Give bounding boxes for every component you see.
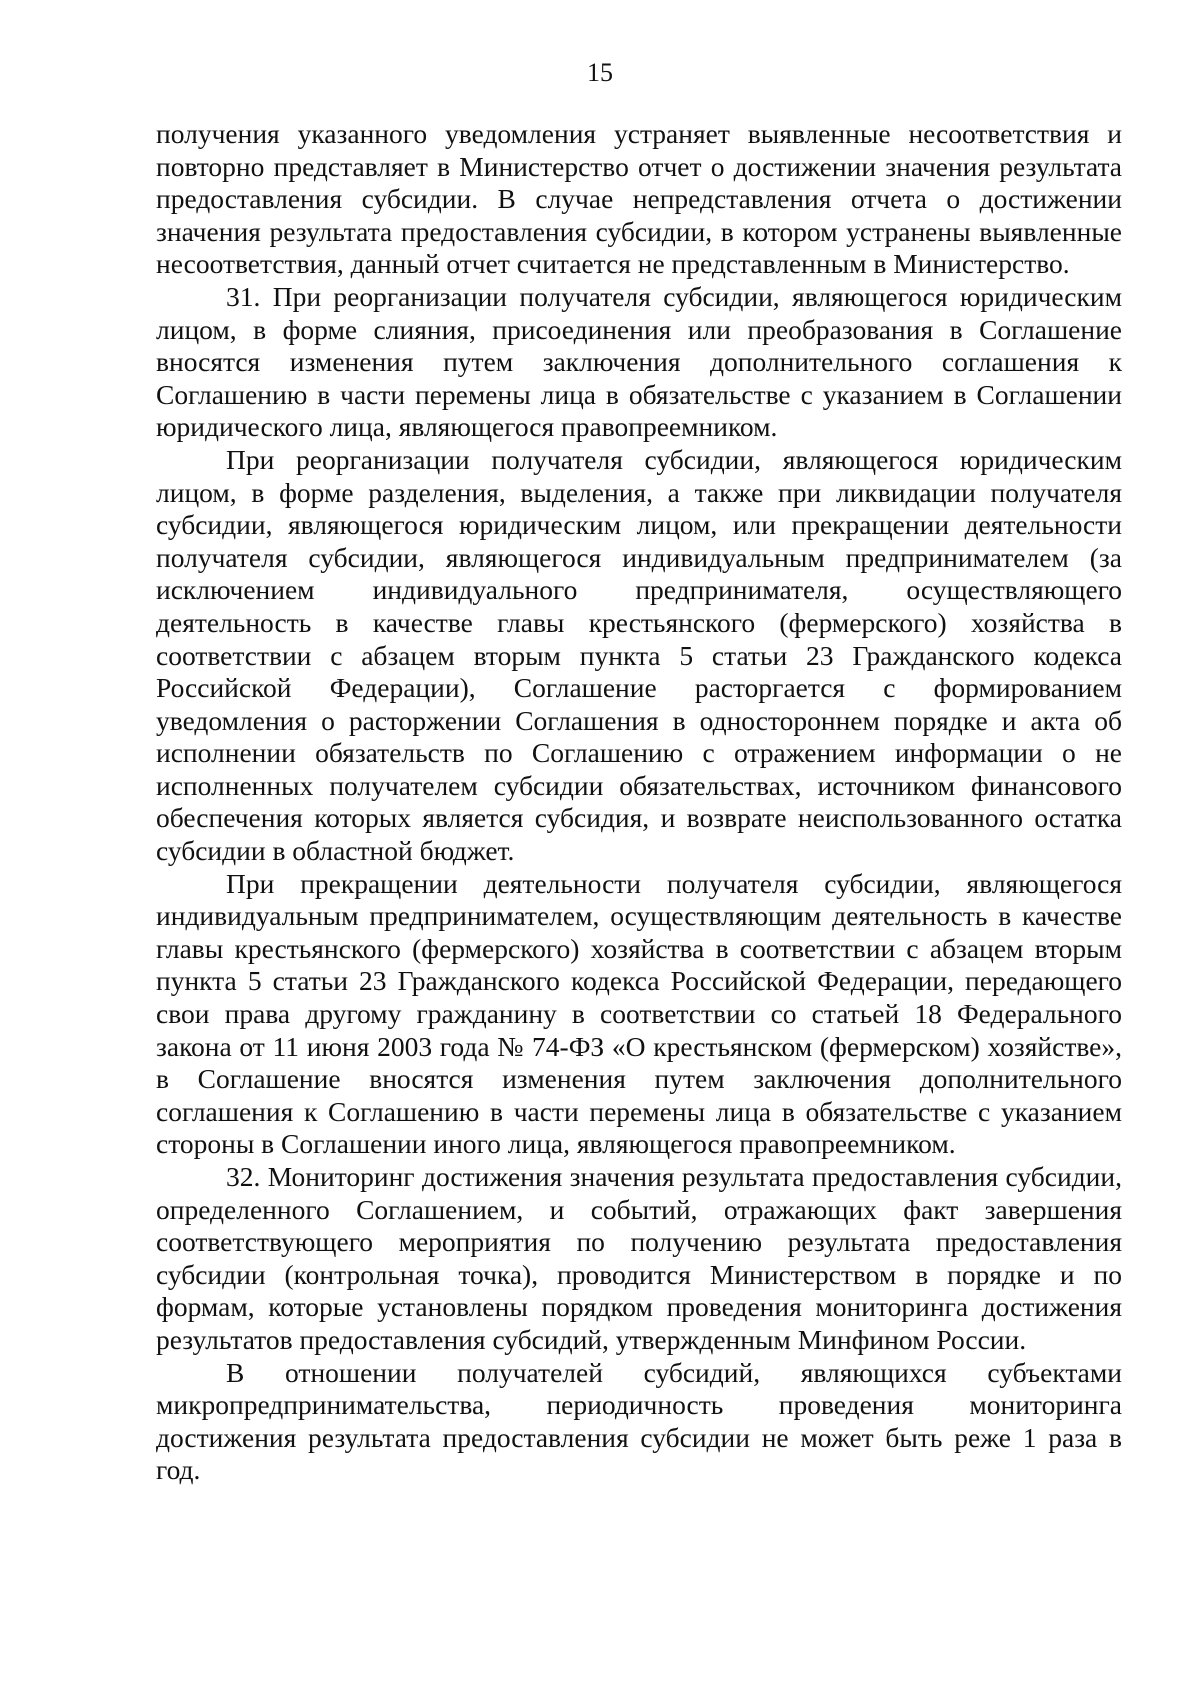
- document-body: [156, 118, 1122, 1487]
- page-number: 15: [587, 58, 613, 87]
- paragraph-item-31: 31. При реорганизации получателя субсидии, являющегося юридическим лицом, в форме слияния, присоединения или преобразования в Соглашение вносятся изменения путем заключения дополнительного соглашения к Соглашению в части перемены лица в обязательстве с указанием в Соглашении юридического лица, являющегося правопреемником.: [156, 280, 1122, 443]
- paragraph-reorganization-division: При реорганизации получателя субсидии, являющегося юридическим лицом, в форме разделения, выделения, а также при ликвидации получателя субсидии, являющегося юридическим лицом, или прекращении деятельности получателя субсидии, являющегося индивидуальным предпринимателем (за исключением индивидуального предпринимателя, осуществляющего деятельность в качестве главы крестьянского (фермерского) хозяйства в соответствии с абзацем вторым пункта 5 статьи 23 Гражданского кодекса Российской Федерации), Соглашение расторгается с формированием уведомления о расторжении Соглашения в одностороннем порядке и акта об исполнении обязательств по Соглашению с отражением информации о не исполненных получателем субсидии обязательствах, источником финансового обеспечения которых является субсидия, и возврате неиспользованного остатка субсидии в областной бюджет.: [156, 443, 1122, 867]
- paragraph-item-32: 32. Мониторинг достижения значения результата предоставления субсидии, определенного Соглашением, и событий, отражающих факт завершения соответствующего мероприятия по получению результата предоставления субсидии (контрольная точка), проводится Министерством в порядке и по формам, которые установлены порядком проведения мониторинга достижения результатов предоставления субсидий, утвержденным Минфином России.: [156, 1161, 1122, 1355]
- paragraph-micro-entrepreneurs: В отношении получателей субсидий, являющихся субъектами микропредпринимательства, периодичность проведения мониторинга достижения результата предоставления субсидии не может быть реже 1 раза в год.: [156, 1356, 1122, 1486]
- paragraph-continuation: получения указанного уведомления устраняет выявленные несоответствия и повторно представляет в Министерство отчет о достижении значения результата предоставления субсидии. В случае непредставления отчета о достижении значения результата предоставления субсидии, в котором устранены выявленные несоответствия, данный отчет считается не представленным в Министерство.: [156, 118, 1122, 280]
- paragraph-farm-termination: При прекращении деятельности получателя субсидии, являющегося индивидуальным предпринимателем, осуществляющим деятельность в качестве главы крестьянского (фермерского) хозяйства в соответствии с абзацем вторым пункта 5 статьи 23 Гражданского кодекса Российской Федерации, передающего свои права другому гражданину в соответствии со статьей 18 Федерального закона от 11 июня 2003 года № 74-ФЗ «О крестьянском (фермерском) хозяйстве», в Соглашение вносятся изменения путем заключения дополнительного соглашения к Соглашению в части перемены лица в обязательстве с указанием стороны в Соглашении иного лица, являющегося правопреемником.: [156, 867, 1122, 1160]
